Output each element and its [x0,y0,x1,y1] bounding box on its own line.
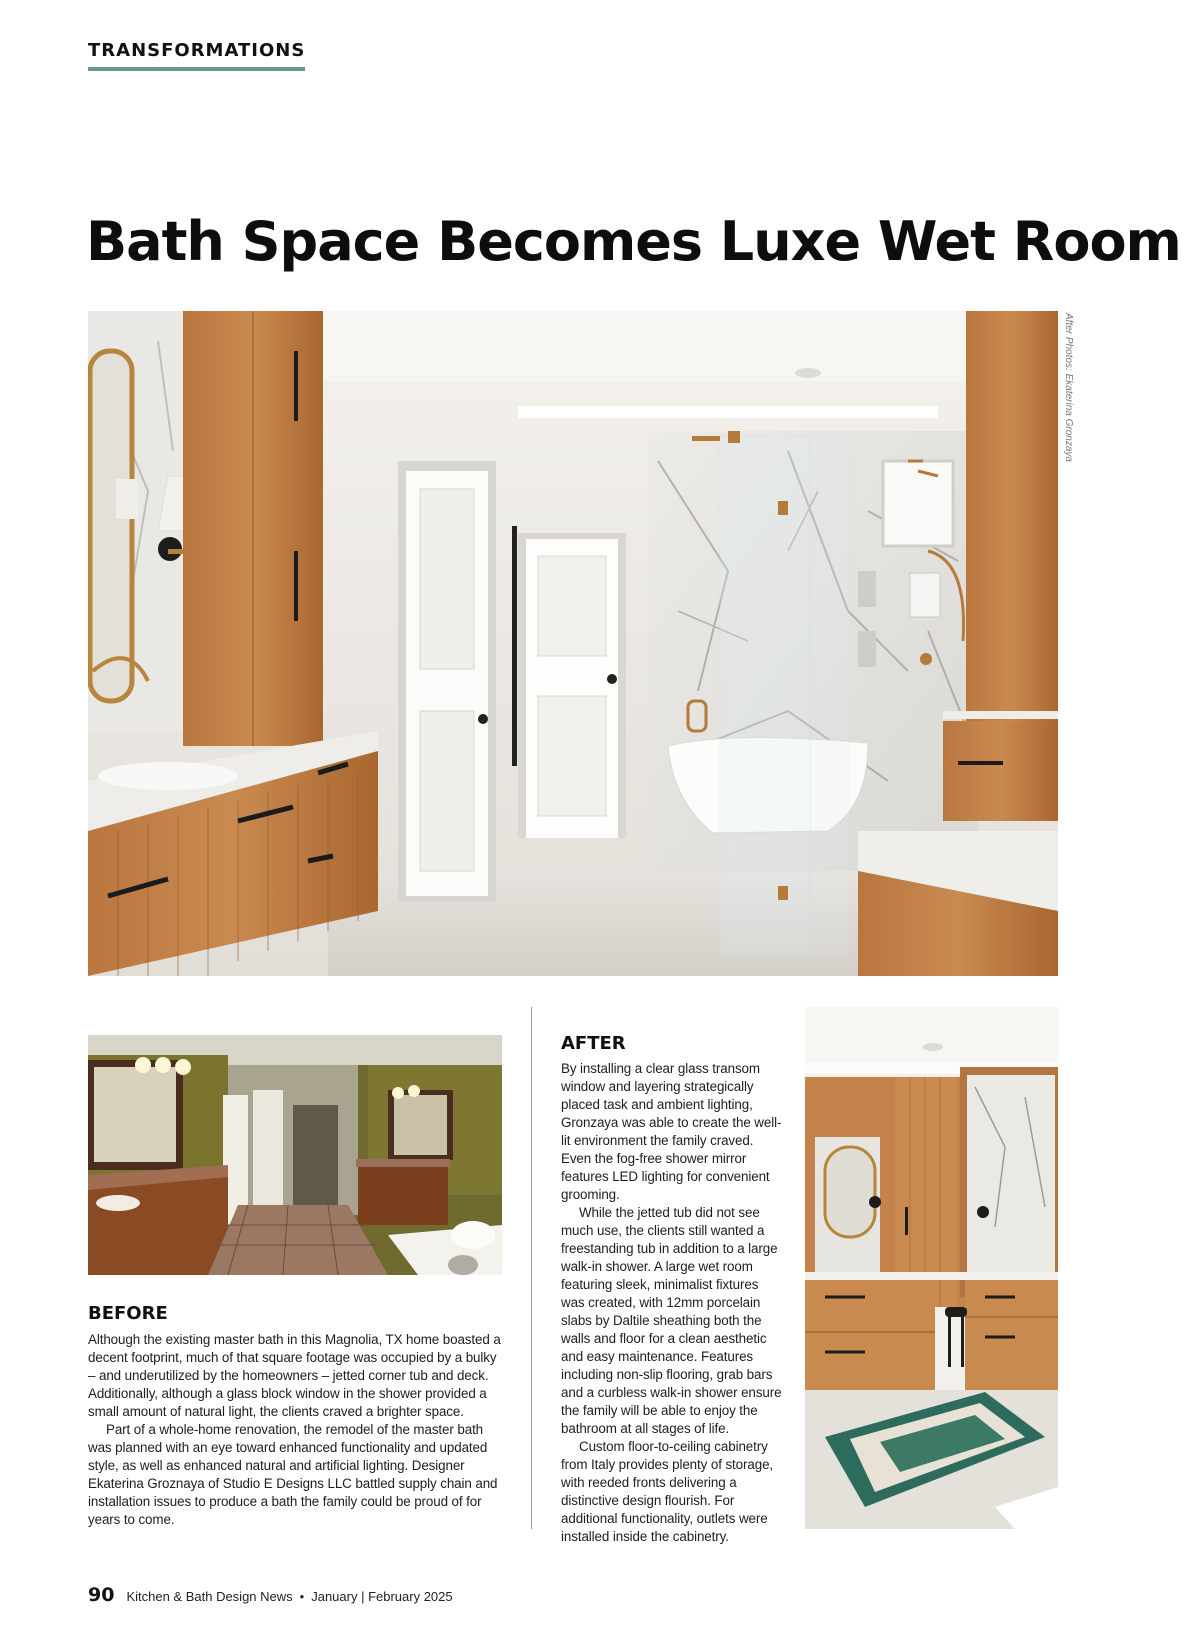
before-paragraph: Although the existing master bath in this Magnolia, TX home boasted a decent footprint, much of that square footage was occupied by a bulky – and underutilized by the homeowners – jetted corner tub and deck. Additionally, although a glass block window in the shower provided a small amount of natural light, the clients craved a brighter space. [88,1332,501,1419]
before-body [88,1331,502,1529]
footer-separator: • [299,1589,305,1604]
page-footer [88,1584,453,1606]
hero-photo [88,311,1058,976]
after-paragraph: By installing a clear glass transom window and layering strategically placed task and ambient lighting, Gronzaya was able to create the well-lit environment the family craved. Even the fog-free shower mirror features LED lighting for convenient grooming. [561,1061,782,1202]
after-photo [805,1007,1058,1529]
article-title: Bath Space Becomes Luxe Wet Room [86,210,1181,273]
before-heading: BEFORE [88,1303,168,1324]
section-label: TRANSFORMATIONS [88,40,305,71]
after-paragraph: While the jetted tub did not see much use, the clients still wanted a freestanding tub in addition to a large walk-in shower. A large wet room featuring sleek, minimalist fixtures was created, with 12mm porcelain slabs by Daltile sheathing both the walls and floor for a clean aesthetic and easy maintenance. Features including non-slip flooring, grab bars and a curbless walk-in shower ensure the family will be able to enjoy the bathroom at all stages of life. [561,1205,782,1436]
column-divider [531,1007,532,1529]
after-body [561,1060,783,1546]
before-paragraph: Part of a whole-home renovation, the remodel of the master bath was planned with an eye toward enhanced functionality and updated style, as well as enhanced natural and artificial lighting. Designer Ekaterina Groznaya of Studio E Designs LLC battled supply chain and installation issues to produce a bath the family could be proud of for years to come. [88,1422,498,1527]
publication-name: Kitchen & Bath Design News [126,1589,293,1604]
photo-credit: After Photos: Ekaterina Gronzaya [1063,313,1074,462]
after-heading: AFTER [561,1033,626,1054]
page-number: 90 [88,1584,115,1606]
after-paragraph: Custom floor-to-ceiling cabinetry from Italy provides plenty of storage, with reeded fronts delivering a distinctive design flourish. For additional functionality, outlets were installed inside the cabinetry. [561,1439,774,1544]
before-photo [88,1035,502,1275]
issue-date: January | February 2025 [311,1589,453,1604]
